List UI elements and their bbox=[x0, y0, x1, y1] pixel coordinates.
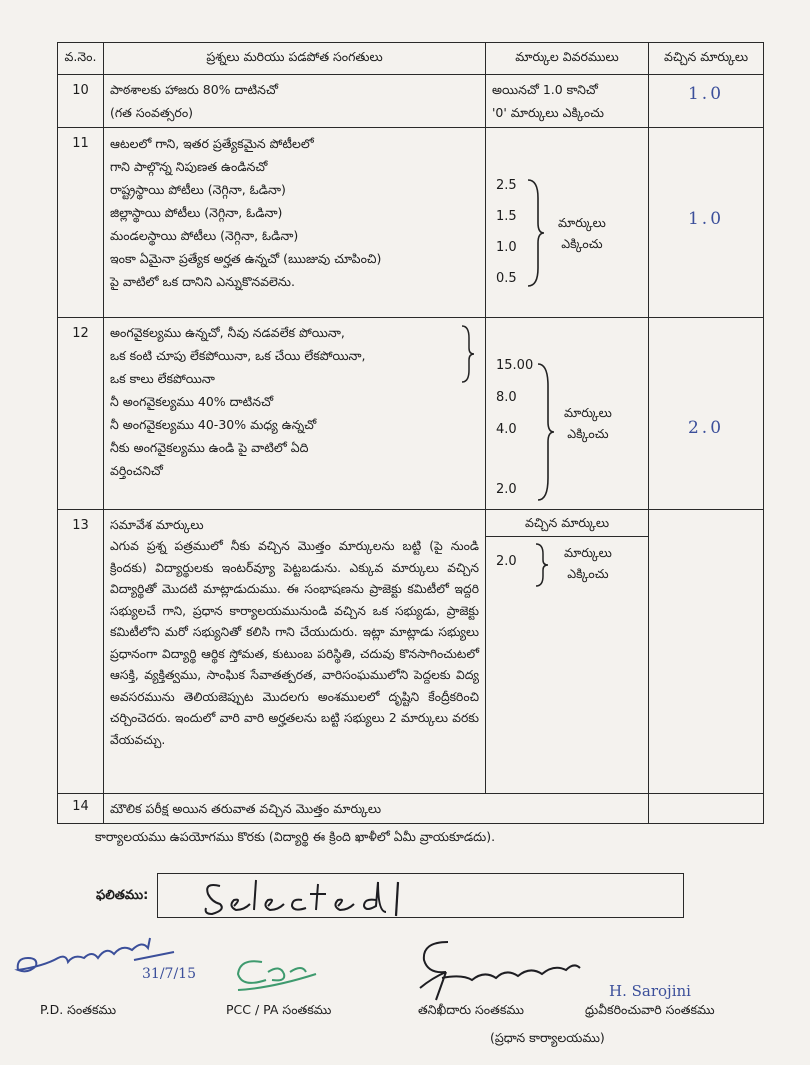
label-line: మార్కులు bbox=[564, 545, 612, 560]
label-line: ఎక్కించు bbox=[561, 236, 603, 251]
pcc-sign-label: PCC / PA సంతకము bbox=[226, 1002, 332, 1017]
result-label: ఫలితము: bbox=[96, 888, 149, 903]
col-header-marks-got: వచ్చిన మార్కులు bbox=[649, 43, 764, 75]
table-row-12 bbox=[58, 318, 764, 510]
verifier-name: H. Sarojini bbox=[609, 982, 691, 1000]
pd-signature-icon bbox=[14, 936, 214, 996]
question-line: అంగవైకల్యము ఉన్నచో, నీవు నడవలేక పోయినా, bbox=[110, 325, 345, 340]
table-header-row bbox=[58, 43, 764, 75]
question-line: పాఠశాలకు హాజరు 80% దాటినచో bbox=[110, 82, 278, 97]
mark-option: 2.5 bbox=[496, 178, 517, 193]
handwritten-mark: 2.0 bbox=[687, 418, 725, 438]
question-line: రాష్ట్రస్థాయి పోటీలు (నెగ్గినా, ఓడినా) bbox=[110, 182, 286, 197]
right-brace-icon bbox=[534, 542, 550, 588]
row-number: 12 bbox=[58, 318, 104, 510]
question-line: వర్తించనిచో bbox=[110, 463, 163, 478]
question-cell bbox=[104, 510, 486, 794]
marks-table bbox=[57, 42, 764, 824]
mark-option: 8.0 bbox=[496, 390, 517, 405]
right-brace-icon bbox=[526, 178, 546, 288]
question-line: మౌలిక పరీక్ష అయిన తరువాత వచ్చిన మొత్తం మార్కులు bbox=[110, 801, 382, 816]
right-brace-icon bbox=[536, 362, 556, 502]
detail-line: '0' మార్కులు ఎక్కించు bbox=[492, 105, 604, 120]
marks-detail-cell bbox=[486, 75, 649, 128]
pd-sign-date: 31/7/15 bbox=[142, 966, 196, 982]
mark-option: 2.0 bbox=[496, 482, 517, 497]
label-line: మార్కులు bbox=[558, 215, 606, 230]
mark-option: 4.0 bbox=[496, 422, 517, 437]
marks-got-cell bbox=[649, 794, 764, 824]
question-cell bbox=[104, 794, 649, 824]
marks-got-cell bbox=[649, 510, 764, 794]
label-line: మార్కులు bbox=[564, 405, 612, 420]
marks-detail-cell bbox=[486, 510, 649, 794]
marks-enter-label bbox=[558, 212, 606, 254]
marks-detail-cell bbox=[486, 128, 649, 318]
question-line: ఇంకా ఏమైనా ప్రత్యేక అర్హత ఉన్నచో (ఋజువు చూపించి) bbox=[110, 251, 382, 266]
question-line: (గత సంవత్సరం) bbox=[110, 105, 194, 120]
selected-handwriting-icon bbox=[198, 876, 448, 920]
label-line: ఎక్కించు bbox=[567, 566, 609, 581]
question-line: ఆటలలో గాని, ఇతర ప్రత్యేకమైన పోటీలలో bbox=[110, 136, 314, 151]
question-body: ఎగువ ప్రశ్న పత్రములో నీకు వచ్చిన మొత్తం మార్కులను బట్టి (పై నుండి క్రిందకు) విద్యార్థులకు ఇంటర్‌వ్యూ పెట్టబడును. ఎక్కువ మార్కులు వచ్చిన విద్యార్థితో మొదటి మాట్లాడుదుము. ఈ సంభాషణను ప్రాజెక్టు కమిటీలో ఇద్దరి సభ్యులచే గాని, ప్రధాన కార్యాలయమునుండి వచ్చిన ఒక సభ్యుడు, ప్రాజెక్టు కమిటీలోని మరో సభ్యునితో కలిసి గాని చేయుదురు. ఇట్లా మాట్లాడు సభ్యులు ప్రధానంగా విద్యార్థి ఆర్థిక స్తోమత, కుటుంబ పరిస్థితి, చదువు కొనసాగించుటలో ఆసక్తి, వ్యక్తిత్వము, సాంఘిక సేవాతత్పరత, వారిసంఘములోని పెద్దలకు విద్య అవసరమును తెలియజెప్పుట మొదలగు అంశములలో దృష్టిని కేంద్రీకరించి చర్చించెదరు. ఇందులో వారి వారి అర్హతలను బట్టి సభ్యులు 2 మార్కులు వరకు వేయవచ్చు. bbox=[110, 539, 479, 747]
inspector-sign-label: తనిఖీదారు సంతకము bbox=[418, 1002, 524, 1017]
mark-option: 0.5 bbox=[496, 271, 517, 286]
result-box bbox=[157, 873, 684, 918]
question-line: మండలస్థాయి పోటీలు (నెగ్గినా, ఓడినా) bbox=[110, 228, 299, 243]
question-line: నీకు అంగవైకల్యము ఉండి పై వాటిలో ఏది bbox=[110, 440, 309, 455]
detail-line: అయినచో 1.0 కానిచో bbox=[492, 82, 598, 97]
row-number: 11 bbox=[58, 128, 104, 318]
question-line: ఒక కంటి చూపు లేకపోయినా, ఒక చేయి లేకపోయినా, bbox=[110, 348, 366, 363]
question-cell bbox=[104, 128, 486, 318]
table-row-13 bbox=[58, 510, 764, 794]
table-row-14 bbox=[58, 794, 764, 824]
col-header-no: వ.నెం. bbox=[58, 43, 104, 75]
mark-option: 1.0 bbox=[496, 240, 517, 255]
marks-got-subheader: వచ్చిన మార్కులు bbox=[486, 510, 648, 537]
question-line: నీ అంగవైకల్యము 40-30% మధ్య ఉన్నచో bbox=[110, 417, 317, 432]
question-line: గాని పాల్గొన్న నిపుణత ఉండినచో bbox=[110, 159, 268, 174]
marks-enter-label bbox=[564, 542, 612, 584]
right-brace-icon bbox=[460, 324, 476, 384]
pcc-signature-icon bbox=[232, 950, 322, 1000]
row-number: 13 bbox=[58, 510, 104, 794]
inspector-signature-icon bbox=[402, 938, 592, 1008]
pd-sign-label: P.D. సంతకము bbox=[40, 1002, 117, 1017]
marks-enter-label bbox=[564, 402, 612, 444]
table-row-11 bbox=[58, 128, 764, 318]
marks-detail-cell bbox=[486, 318, 649, 510]
col-header-marks-detail: మార్కుల వివరములు bbox=[486, 43, 649, 75]
inspector-sign-sub: (ప్రధాన కార్యాలయము) bbox=[490, 1030, 605, 1045]
handwritten-mark: 1.0 bbox=[687, 209, 725, 229]
handwritten-mark: 1.0 bbox=[687, 84, 725, 104]
question-cell bbox=[104, 75, 486, 128]
question-line: ఒక కాలు లేకపోయినా bbox=[110, 371, 215, 386]
question-line: జిల్లాస్థాయి పోటీలు (నెగ్గినా, ఓడినా) bbox=[110, 205, 283, 220]
marks-got-cell bbox=[649, 75, 764, 128]
question-cell bbox=[104, 318, 486, 510]
verifier-sign-label: ధ్రువీకరించువారి సంతకము bbox=[585, 1002, 715, 1017]
label-line: ఎక్కించు bbox=[567, 426, 609, 441]
question-line: నీ అంగవైకల్యము 40% దాటినచో bbox=[110, 394, 274, 409]
question-title: సమావేశ మార్కులు bbox=[110, 517, 204, 532]
marks-got-cell bbox=[649, 128, 764, 318]
col-header-questions: ప్రశ్నలు మరియు పడపోత సంగతులు bbox=[104, 43, 486, 75]
marks-got-cell bbox=[649, 318, 764, 510]
mark-option: 2.0 bbox=[496, 554, 517, 569]
row-number: 10 bbox=[58, 75, 104, 128]
mark-option: 1.5 bbox=[496, 209, 517, 224]
question-line: పై వాటిలో ఒక దానిని ఎన్నుకొనవలెను. bbox=[110, 274, 295, 289]
mark-option: 15.00 bbox=[496, 358, 534, 373]
row-number: 14 bbox=[58, 794, 104, 824]
table-row-10 bbox=[58, 75, 764, 128]
office-use-note: కార్యాలయము ఉపయోగము కొరకు (విద్యార్థి ఈ క్రింది ఖాళీలో ఏమీ వ్రాయకూడదు). bbox=[95, 829, 496, 844]
